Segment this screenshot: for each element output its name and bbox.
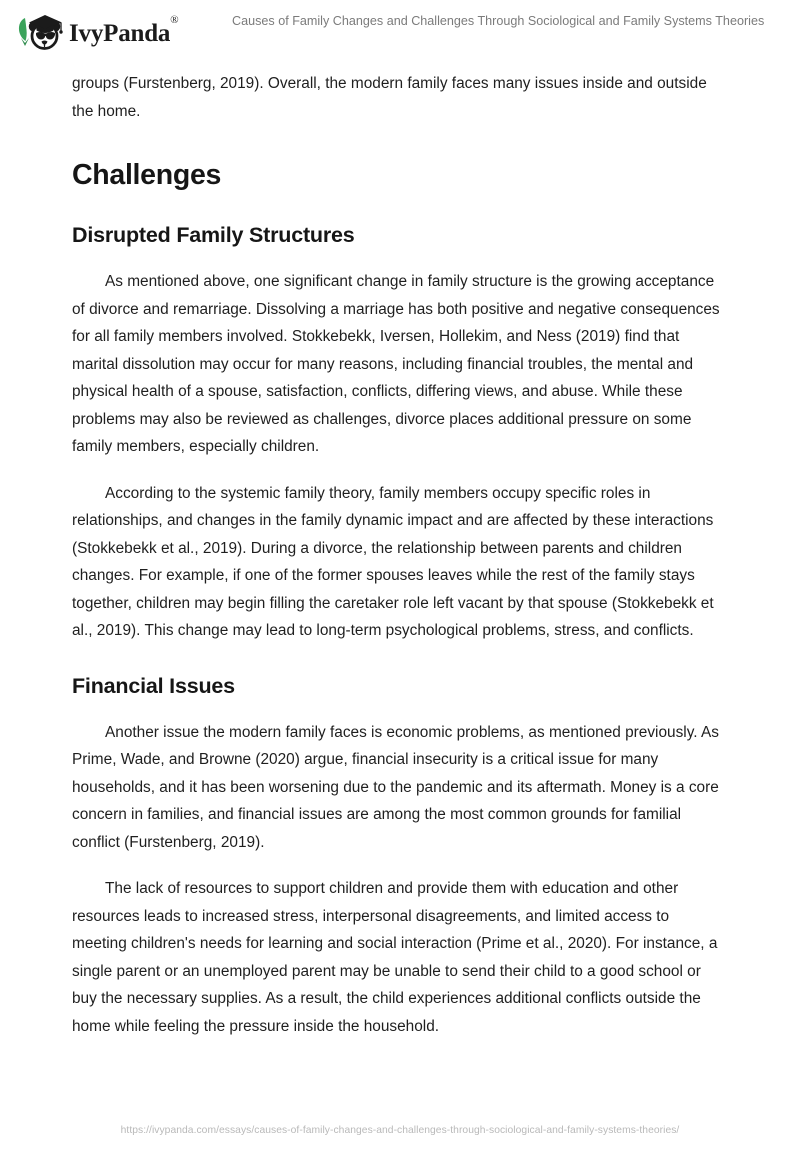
page-footer <box>0 1120 800 1138</box>
subsection-heading-financial-issues: Financial Issues <box>72 673 235 698</box>
paragraph: Another issue the modern family faces is economic problems, as mentioned previously. As Prime, Wade, and Browne (2020) argue, financial insecurity is a critical issue for many households, and it has been worsening due to the pandemic and its aftermath. Money is a core concern in families, and financial issues are among the most common grounds for familial conflict (Furstenberg, 2019). <box>72 723 719 851</box>
paragraph: As mentioned above, one significant change in family structure is the growing acceptance of divorce and remarriage. Dissolving a marriage has both positive and negative consequences for all family members involved. Stokkebekk, Iversen, Hollekim, and Ness (2019) find that marital dissolution may occur for many reasons, including financial troubles, the mental and physical health of a spouse, satisfaction, conflicts, differing views, and abuse. While these problems may also be reviewed as challenges, divorce places additional pressure on some family members, especially children. <box>72 273 720 455</box>
brand-logo[interactable] <box>14 10 178 54</box>
page-header <box>0 0 800 62</box>
document-content <box>72 70 724 1040</box>
paragraph: According to the systemic family theory, family members occupy specific roles in relationships, and changes in the family dynamic impact and are affected by these interactions (Stokkebekk et al., 2019). During a divorce, the relationship between parents and children changes. For example, if one of the former spouses leaves while the rest of the family stays together, children may begin filling the caretaker role left vacant by that spouse (Stokkebekk et al., 2019). This change may lead to long-term psychological problems, stress, and conflicts. <box>72 484 714 639</box>
registered-trademark-mark: ® <box>170 13 179 26</box>
subsection-heading-disrupted-family-structures: Disrupted Family Structures <box>72 223 355 247</box>
section-heading-challenges: Challenges <box>72 159 222 191</box>
continued-paragraph: groups (Furstenberg, 2019). Overall, the modern family faces many issues inside and outside the home. <box>72 75 707 120</box>
brand-name: IvyPanda® <box>69 13 179 47</box>
paragraph: The lack of resources to support children and provide them with education and other resources leads to increased stress, interpersonal disagreements, and limited access to meeting children's needs for learning and social interaction (Prime et al., 2020). For instance, a single parent or an unemployed parent may be unable to send their child to a good school or buy the necessary supplies. As a result, the child experiences additional conflicts outside the home while feeling the pressure inside the household. <box>72 880 718 1035</box>
document-title-header: Causes of Family Changes and Challenges Through Sociological and Family Systems Theories <box>232 14 765 28</box>
panda-graduate-logo-icon <box>14 10 66 54</box>
source-url[interactable]: https://ivypanda.com/essays/causes-of-family-changes-and-challenges-through-sociological-and-family-systems-theories/ <box>120 1125 680 1136</box>
